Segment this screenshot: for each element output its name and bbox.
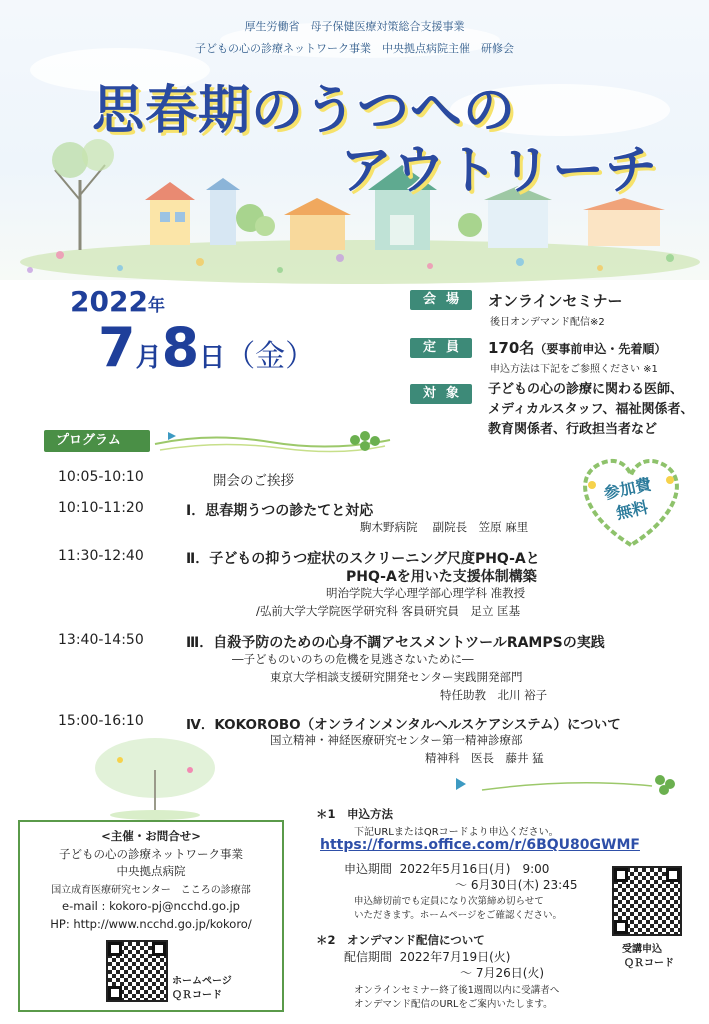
contact-email[interactable]: e-mail : kokoro-pj@ncchd.go.jp [62,899,240,913]
organizer-line-1: 厚生労働省 母子保健医療対策総合支援事業 [244,20,465,33]
program-title: Ⅳ．KOKOROBO（オンラインメンタルヘルスケアシステム）について [186,717,621,733]
tag-venue: 会場 [410,290,472,310]
capacity-number: 170名 [488,339,535,357]
main-title-line-2: アウトリーチ [340,141,659,201]
qr-finder [152,942,166,956]
organizer-line-2: 子どもの心の診療ネットワーク事業 中央拠点病院主催 研修会 [195,42,514,55]
apply-period-label: 申込期間 [344,862,393,876]
program-speaker: 国立精神・神経医療研究センター第一精神診療部 [270,733,523,747]
date-year-unit: 年 [147,296,165,316]
target-list [488,380,694,440]
date-weekday: （金） [225,339,316,374]
apply-period [344,860,549,877]
capacity-value [488,337,666,358]
program-speaker: 精神科 医長 藤井 猛 [425,751,544,765]
qr-finder [614,920,628,934]
date-day: 8 [161,316,200,379]
program-speaker: 東京大学相談支援研究開発センター実践開発部門 [270,670,523,684]
apply-period-start: 2022年5月16日(月) 9:00 [399,862,550,876]
capacity-note: （要事前申込・先着順） [534,342,667,356]
qr-finder [614,868,628,882]
target-line: 子どもの心の診療に関わる医師、 [488,382,684,397]
qr-finder [666,868,680,882]
target-line: メディカルスタッフ、福祉関係者、 [488,402,694,417]
program-title-cont: PHQ-Aを用いた支援体制構築 [346,569,537,585]
homepage-qr-label2: ＱＲコード [172,990,222,1001]
vine-decoration [150,426,400,458]
program-time: 15:00-16:10 [58,713,144,729]
contact-org3: 国立成育医療研究センター こころの診療部 [51,885,251,896]
contact-box [18,820,284,1012]
apply-note1: 申込締切前でも定員になり次第締め切らせて [354,896,544,907]
apply-heading: ＊1 申込方法 [316,807,394,821]
ondemand-note1: オンラインセミナー終了後1週間以内に受講者へ [354,985,560,996]
date-day-unit: 日 [199,343,226,373]
program-speaker: /弘前大学大学院医学研究科 客員研究員 足立 匡基 [256,604,521,618]
ondemand-period-start: 2022年7月19日(火) [399,950,511,964]
ondemand-period-end: ～ 7月26日(火) [460,966,545,980]
apply-period-end: ～ 6月30日(木) 23:45 [455,878,578,892]
capacity-sub: 申込方法は下記をご参照ください ※1 [490,364,658,375]
qr-finder [108,942,122,956]
date-month-unit: 月 [135,343,162,373]
program-time: 10:05-10:10 [58,469,144,485]
badge-line-2: 無料 [614,497,650,523]
ondemand-period-label: 配信期間 [344,950,393,964]
program-title: Ⅰ．思春期うつの診たてと対応 [186,503,374,519]
contact-org1: 子どもの心の診療ネットワーク事業 [59,847,243,861]
ondemand-heading: ＊2 オンデマンド配信について [316,933,485,947]
venue-value: オンラインセミナー [488,292,623,310]
program-label: プログラム [44,430,150,452]
program-title: Ⅱ．子どもの抑うつ症状のスクリーニング尺度PHQ-Aと [186,551,540,567]
program-speaker: 明治学院大学心理学部心理学科 准教授 [326,586,526,600]
program-subtitle: ―子どものいのちの危機を見逃さないために― [232,652,474,666]
badge-line-1: 参加費 [602,474,654,504]
contact-hp[interactable]: HP: http://www.ncchd.go.jp/kokoro/ [50,917,252,931]
tag-target: 対象 [410,384,472,404]
program-time: 13:40-14:50 [58,632,144,648]
apply-note2: いただきます。ホームページをご確認ください。 [354,910,563,921]
event-date [70,285,165,318]
apply-qr-label1: 受講申込 [622,944,662,955]
program-title: 開会のご挨拶 [213,473,294,489]
qr-finder [108,986,122,1000]
program-speaker: 駒木野病院 副院長 笠原 麻里 [360,520,529,534]
ondemand-period [344,948,510,965]
date-year: 2022 [70,285,148,318]
apply-qr-label2: ＱＲコード [624,958,674,969]
homepage-qr-code[interactable] [106,940,168,1002]
target-line: 教育関係者、行政担当者など [488,422,658,437]
program-title: Ⅲ．自殺予防のための心身不調アセスメントツールRAMPSの実践 [186,635,605,651]
program-time: 10:10-11:20 [58,500,144,516]
event-date-main [98,316,315,379]
program-time: 11:30-12:40 [58,548,144,564]
tree-illustration [80,730,230,820]
contact-org2: 中央拠点病院 [116,864,186,878]
tag-capacity: 定員 [410,338,472,358]
apply-qr-code[interactable] [612,866,682,936]
homepage-qr-label1: ホームページ [172,976,232,987]
contact-heading: <主催・お問合せ> [101,829,201,843]
bird-leaves-decoration [452,768,692,798]
apply-desc: 下記URLまたはQRコードより申込ください。 [354,827,559,838]
date-month: 7 [98,316,136,379]
main-title-line-1: 思春期のうつへの [92,81,517,141]
ondemand-note2: オンデマンド配信のURLをご案内いたします。 [354,999,553,1010]
venue-note: 後日オンデマンド配信※2 [490,317,605,328]
program-speaker: 特任助教 北川 裕子 [440,688,548,702]
apply-url-link[interactable]: https://forms.office.com/r/6BQU80GWMF [320,837,640,853]
